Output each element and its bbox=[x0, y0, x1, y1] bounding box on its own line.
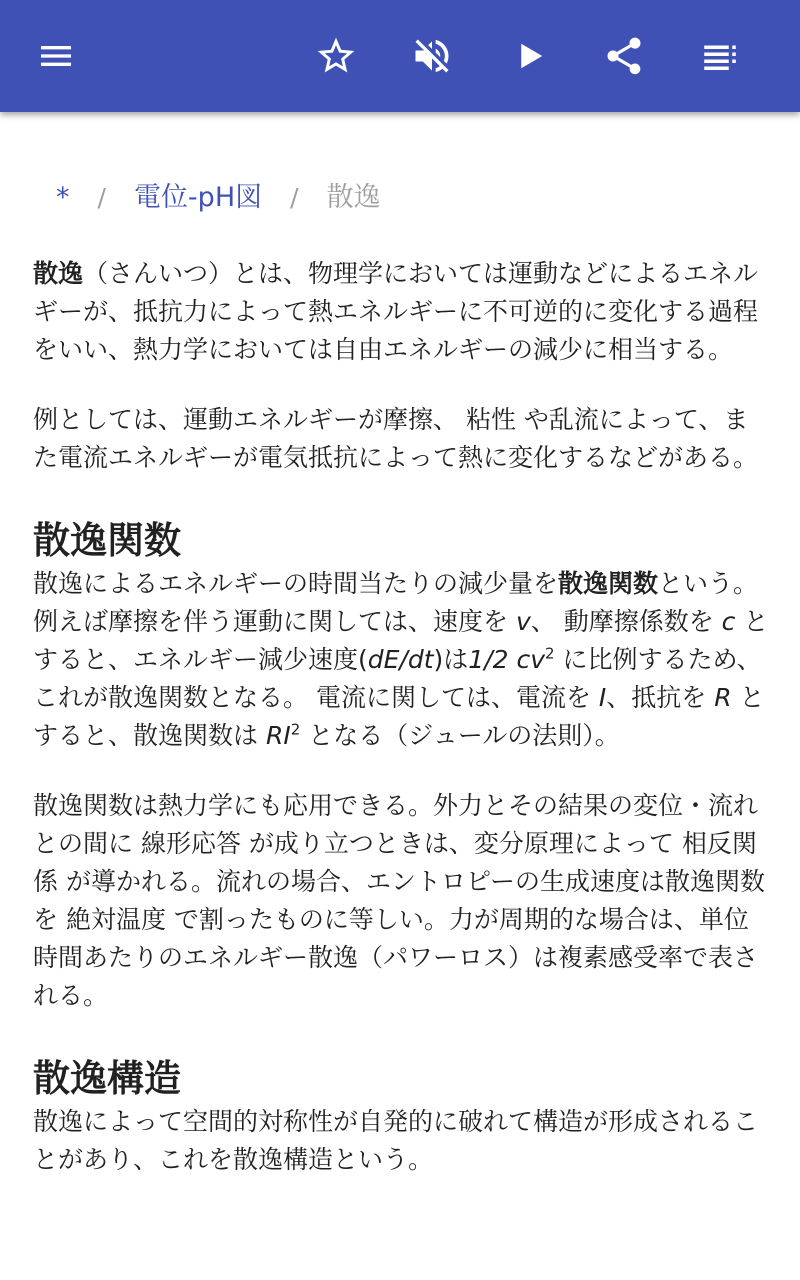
breadcrumb-parent-link[interactable]: 電位-pH図 bbox=[133, 182, 263, 213]
playlist-button[interactable] bbox=[688, 24, 752, 88]
star-outline-icon bbox=[314, 34, 358, 78]
breadcrumb-root-link[interactable]: * bbox=[56, 182, 70, 213]
playlist-icon bbox=[699, 35, 741, 77]
breadcrumb bbox=[56, 178, 381, 218]
thermodynamics-paragraph: 散逸関数は熱力学にも応用できる。外力とその結果の変位・流れとの間に 線形応答 が成り立つときは、変分原理によって 相反関係 が導かれる。流れの場合、エントロピーの生成速度は散逸関数を 絶対温度 で割ったものに等しい。力が周期的な場合は、単位時間あたりのエネルギー散逸（パワーロス）は複素感受率で表される。 bbox=[33, 791, 765, 1010]
share-button[interactable] bbox=[592, 24, 656, 88]
play-button[interactable] bbox=[498, 24, 562, 88]
section-heading-dissipative-structure: 散逸構造 bbox=[33, 1057, 181, 1100]
dissipation-function-paragraph: 散逸によるエネルギーの時間当たりの減少量を散逸関数という。例えば摩擦を伴う運動に関しては、速度を v、 動摩擦係数を c とすると、エネルギー減少速度(dE/dt)は1/2 $cv^2$ に比例するため、これが散逸関数となる。 電流に関しては、電流を I、抵抗を R とすると、散逸関数は $RI^2$ となる（ジュールの法則）。 bbox=[33, 569, 769, 750]
example-paragraph: 例としては、運動エネルギーが摩擦、 粘性 や乱流によって、また電流エネルギーが電気抵抗によって熱に変化するなどがある。 bbox=[33, 405, 759, 472]
share-icon bbox=[602, 34, 646, 78]
favorite-button[interactable] bbox=[304, 24, 368, 88]
breadcrumb-separator: / bbox=[290, 183, 299, 212]
intro-paragraph: 散逸（さんいつ）とは、物理学においては運動などによるエネルギーが、抵抗力によって熱エネルギーに不可逆的に変化する過程をいい、熱力学においては自由エネルギーの減少に相当する。 bbox=[33, 259, 759, 364]
volume-off-icon bbox=[410, 34, 454, 78]
breadcrumb-current: 散逸 bbox=[326, 182, 381, 213]
play-icon bbox=[509, 35, 551, 77]
section-heading-dissipation-function: 散逸関数 bbox=[33, 519, 181, 562]
dissipative-structure-paragraph: 散逸によって空間的対称性が自発的に破れて構造が形成されることがあり、これを散逸構造という。 bbox=[33, 1107, 759, 1174]
app-toolbar bbox=[0, 0, 800, 112]
breadcrumb-separator: / bbox=[97, 183, 106, 212]
menu-button[interactable] bbox=[24, 24, 88, 88]
term-bold: 散逸 bbox=[33, 259, 84, 288]
mute-button[interactable] bbox=[400, 24, 464, 88]
article-body bbox=[33, 255, 773, 1179]
menu-icon bbox=[36, 36, 76, 76]
